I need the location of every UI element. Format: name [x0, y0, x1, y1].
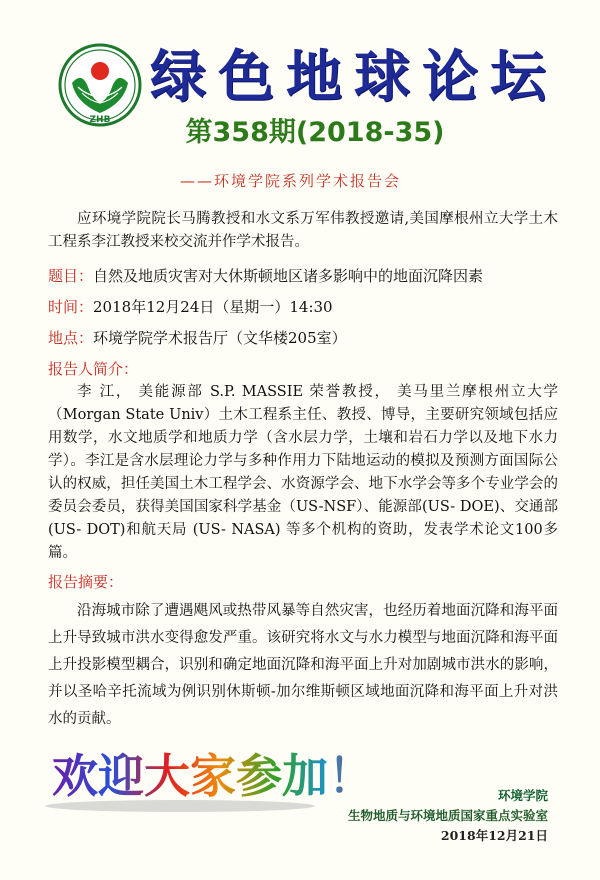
abstract-paragraph: 沿海城市除了遭遇飓风或热带风暴等自然灾害，也经历着地面沉降和海平面上升导致城市洪水变得愈发严重。该研究将水文与水力模型与地面沉降和海平面上升投影模型耦合，识别和确定地面沉降和海平面上升对加剧城市洪水的影响，并以圣哈辛托流域为例识别休斯顿-加尔维斯顿区域地面沉降和海平面上升对洪水的贡献。 [48, 603, 558, 727]
issue-number: 第358期(2018-35) [185, 117, 445, 148]
zhb-emblem-icon [58, 43, 142, 127]
intro-paragraph: 应环境学院院长马腾教授和水文系万军伟教授邀请,美国摩根州立大学土木工程系李江教授来校交流并作学术报告。 [48, 211, 558, 250]
topic-label: 题目： [48, 267, 94, 285]
place-row [48, 326, 568, 350]
series-subtitle: ——环境学院系列学术报告会 [180, 172, 402, 190]
topic-row [48, 264, 568, 288]
place-label: 地点： [48, 329, 94, 347]
bio-label: 报告人简介： [48, 360, 139, 378]
time-label: 时间： [48, 298, 94, 316]
organizer-block [348, 786, 548, 846]
svg-text:ZHB: ZHB [89, 115, 111, 125]
bio-paragraph: 李 江， 美能源部 S.P. MASSIE 荣誉教授， 美马里兰摩根州立大学（Morgan State Univ）土木工程系主任、教授、博导，主要研究领域包括应用数学，水文地质学和地质力学（含水层力学，土壤和岩石力学以及地下水力学）。李江是含水层理论力学与多种作用力下陆地运动的模拟及预测方面国际公认的权威，担任美国土木工程学会、水资源学会、地下水学会等多个专业学会的委员会委员，获得美国国家科学基金（US-NSF）、能源部(US- DOE)、交通部(US- DOT)和航天局 (US- NASA) 等多个机构的资助，发表学术论文100多篇。 [48, 384, 558, 561]
place-value: 环境学院学术报告厅（文华楼205室） [93, 329, 347, 347]
topic-value: 自然及地质灾害对大休斯顿地区诸多影响中的地面沉降因素 [93, 267, 484, 285]
welcome-text: 欢迎大家参加！ [52, 749, 374, 803]
abstract-label: 报告摘要： [48, 573, 124, 591]
forum-title: 绿色地球论坛 [150, 45, 558, 110]
zhb-logo [58, 43, 142, 127]
organizer-school: 环境学院 [497, 788, 548, 803]
time-row [48, 295, 568, 319]
notice-date: 2018年12月21日 [440, 828, 548, 843]
organizer-lab: 生物地质与环境地质国家重点实验室 [347, 808, 548, 823]
time-value: 2018年12月24日（星期一）14:30 [93, 298, 333, 316]
